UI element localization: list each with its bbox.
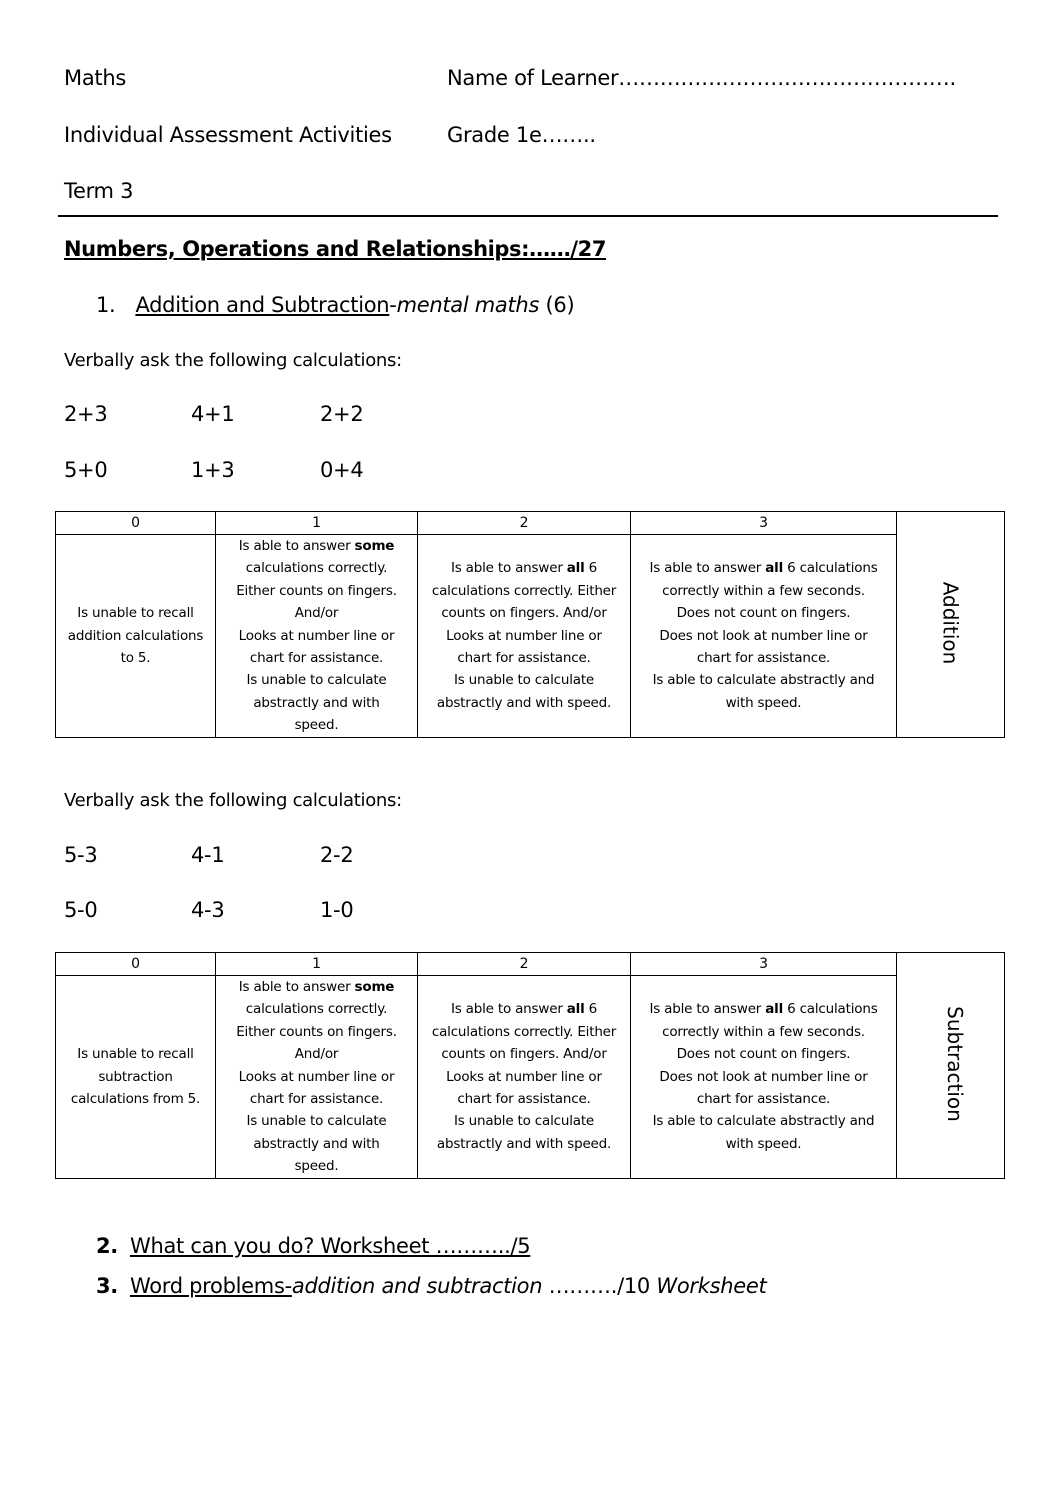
item-2-number: 2. (96, 1234, 118, 1258)
descriptor-line: calculations correctly. (245, 560, 388, 577)
descriptor-line: Is able to calculate abstractly and (652, 1113, 875, 1130)
descriptor-line: Either counts on fingers. (236, 1023, 397, 1040)
item-3-title: Word problems- (130, 1274, 292, 1298)
descriptor-line: chart for assistance. (457, 650, 591, 667)
descriptor-line: chart for assistance. (696, 1091, 831, 1108)
descriptor-line: Is able to answer some (238, 979, 395, 995)
descriptor-line: abstractly and with (253, 694, 380, 711)
descriptor-line: Does not look at number line or (659, 1068, 868, 1085)
descriptor-line: chart for assistance. (249, 650, 384, 667)
assessment-label: Individual Assessment Activities (64, 123, 392, 147)
descriptor-line: Is able to answer all 6 calculations (649, 560, 878, 577)
subtraction-side-label: Subtraction (942, 1005, 967, 1122)
descriptor-line: Does not count on fingers. (676, 1046, 851, 1063)
emphasis-word: all (765, 560, 784, 577)
calculation: 0+4 (320, 458, 364, 482)
calculation: 4-1 (191, 843, 225, 867)
descriptor-line: Is able to answer all 6 calculations (649, 1001, 878, 1018)
descriptor-line: Is unable to calculate (246, 1113, 387, 1130)
descriptor-line: Looks at number line or (238, 627, 395, 644)
rubric-level: 2 (418, 512, 631, 535)
descriptor-line: with speed. (725, 1135, 802, 1152)
calculation: 4+1 (191, 402, 235, 426)
rubric-level: 3 (631, 512, 897, 535)
descriptor-line: Is unable to calculate (453, 672, 595, 689)
calculation: 5+0 (64, 458, 108, 482)
calculation: 1-0 (320, 898, 354, 922)
subtraction-rubric-table (55, 952, 1005, 1179)
item-3-marks: ………./10 (548, 1274, 650, 1298)
descriptor-line: Is able to answer all 6 (450, 1001, 598, 1018)
descriptor-line: addition calculations (67, 627, 204, 644)
calculation: 1+3 (191, 458, 235, 482)
subject-label: Maths (64, 66, 126, 90)
rubric-side-label (897, 953, 1005, 1179)
rubric-descriptor (216, 535, 418, 738)
rubric-level: 2 (418, 953, 631, 976)
emphasis-word: some (354, 979, 395, 995)
descriptor-line: Is able to answer all 6 (450, 560, 598, 577)
calculation: 5-0 (64, 898, 98, 922)
descriptor-line: Does not count on fingers. (676, 605, 851, 622)
descriptor-line: correctly within a few seconds. (662, 582, 865, 599)
emphasis-word: all (566, 560, 585, 577)
descriptor-line: chart for assistance. (249, 1091, 384, 1108)
descriptor-line: calculations correctly. Either (431, 582, 617, 599)
descriptor-line: Looks at number line or (446, 1068, 602, 1085)
descriptor-line: chart for assistance. (696, 650, 831, 667)
item-1-number: 1. (96, 293, 116, 317)
rubric-descriptor (56, 976, 216, 1179)
descriptor-line: And/or (294, 1046, 339, 1063)
emphasis-word: all (566, 1001, 585, 1018)
rubric-descriptor (631, 976, 897, 1179)
rubric-level: 3 (631, 953, 897, 976)
descriptor-line: Is able to answer some (238, 538, 395, 554)
descriptor-line: speed. (294, 1158, 339, 1175)
item-1-marks: (6) (545, 293, 575, 317)
descriptor-line: Is unable to calculate (246, 672, 387, 689)
calculation: 2-2 (320, 843, 354, 867)
descriptor-line: abstractly and with (253, 1135, 380, 1152)
calculation: 2+3 (64, 402, 108, 426)
descriptor-line: Is unable to recall (77, 1046, 194, 1063)
item-1-subtitle: mental maths (396, 293, 540, 317)
addition-side-label: Addition (938, 581, 963, 665)
rubric-level: 0 (56, 512, 216, 535)
rubric-descriptor (216, 976, 418, 1179)
descriptor-line: correctly within a few seconds. (662, 1023, 865, 1040)
learner-name-field[interactable]: Name of Learner…………………………………………. (447, 66, 956, 90)
descriptor-line: Either counts on fingers. (236, 582, 397, 599)
descriptor-line: abstractly and with speed. (436, 694, 612, 711)
descriptor-line: Is unable to calculate (453, 1113, 595, 1130)
header-divider (58, 215, 998, 217)
descriptor-line: counts on fingers. And/or (441, 605, 607, 622)
addition-instruction: Verbally ask the following calculations: (64, 350, 402, 371)
term-label: Term 3 (64, 179, 134, 203)
section-title: Numbers, Operations and Relationships:……/27 (64, 237, 607, 261)
item-3-number: 3. (96, 1274, 118, 1298)
rubric-level: 0 (56, 953, 216, 976)
descriptor-line: Looks at number line or (446, 627, 602, 644)
descriptor-line: Is able to calculate abstractly and (652, 672, 875, 689)
descriptor-line: Looks at number line or (238, 1068, 395, 1085)
descriptor-line: counts on fingers. And/or (441, 1046, 607, 1063)
rubric-descriptor (418, 535, 631, 738)
descriptor-line: speed. (294, 717, 339, 734)
descriptor-line: chart for assistance. (457, 1091, 591, 1108)
descriptor-line: with speed. (725, 694, 802, 711)
item-1-title: Addition and Subtraction (135, 293, 390, 317)
calculation: 5-3 (64, 843, 98, 867)
descriptor-line: Is unable to recall (77, 605, 194, 622)
item-3 (96, 1274, 766, 1298)
rubric-side-label (897, 512, 1005, 738)
rubric-descriptor (418, 976, 631, 1179)
calculation: 4-3 (191, 898, 225, 922)
item-2-text: What can you do? Worksheet ………../5 (130, 1234, 531, 1258)
descriptor-line: subtraction (98, 1068, 173, 1085)
addition-rubric-table (55, 511, 1005, 738)
rubric-level: 1 (216, 512, 418, 535)
descriptor-line: calculations correctly. (245, 1001, 388, 1018)
subtraction-instruction: Verbally ask the following calculations: (64, 790, 402, 811)
item-2 (96, 1234, 530, 1258)
descriptor-line: abstractly and with speed. (436, 1135, 612, 1152)
descriptor-line: to 5. (120, 650, 151, 667)
rubric-descriptor (631, 535, 897, 738)
item-1-dash: - (389, 293, 397, 317)
emphasis-word: all (765, 1001, 784, 1018)
descriptor-line: calculations from 5. (70, 1091, 201, 1108)
rubric-descriptor (56, 535, 216, 738)
item-3-tail: Worksheet (656, 1274, 767, 1298)
descriptor-line: And/or (294, 605, 339, 622)
grade-field[interactable]: Grade 1e…….. (447, 123, 596, 147)
calculation: 2+2 (320, 402, 364, 426)
item-1-heading (96, 293, 574, 317)
emphasis-word: some (354, 538, 395, 554)
descriptor-line: calculations correctly. Either (431, 1023, 617, 1040)
rubric-level: 1 (216, 953, 418, 976)
item-3-subtitle: addition and subtraction (291, 1274, 543, 1298)
descriptor-line: Does not look at number line or (659, 627, 868, 644)
